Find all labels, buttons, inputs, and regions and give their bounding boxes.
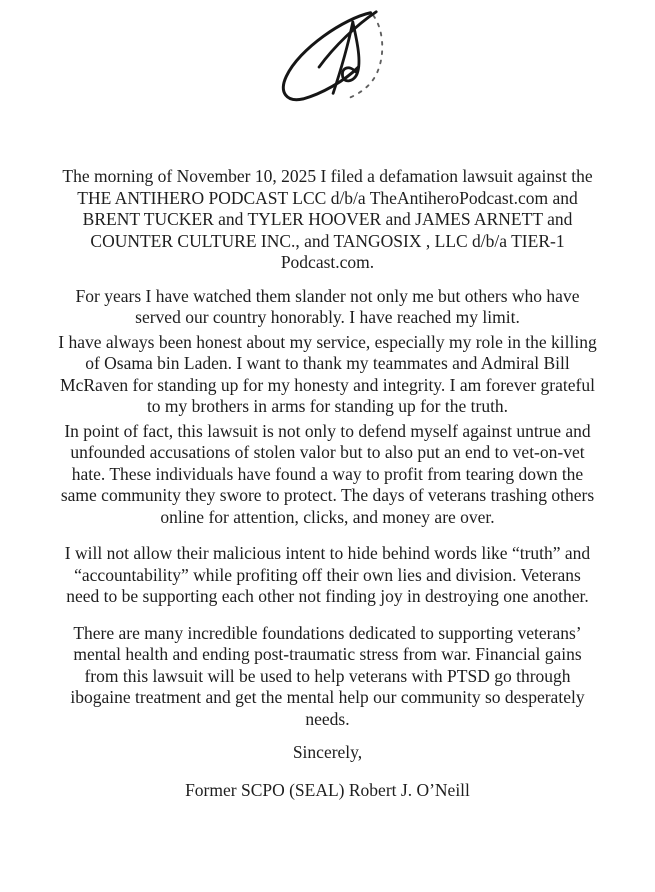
statement-paragraph-6: There are many incredible foundations dedicated to supporting veterans’ mental health and ending post-traumatic stress from war. Financial gains from this lawsuit will be used to help veterans with PTSD go through ibogaine treatment and get the mental help our community so desperately needs. [70, 622, 585, 729]
closing-salutation: Sincerely, [292, 742, 363, 762]
statement-paragraph-2: For years I have watched them slander not only me but others who have served our country honorably. I have reached my limit. [75, 285, 580, 327]
statement-paragraph-5: I will not allow their malicious intent to hide behind words like “truth” and “accountability” while profiting off their own lies and division. Veterans need to be supporting each other not finding joy in destroying one another. [64, 543, 591, 606]
statement-paragraph-1: The morning of November 10, 2025 I filed a defamation lawsuit against the THE ANTIHERO PODCAST LCC d/b/a TheAntiheroPodcast.com and BRENT TUCKER and TYLER HOOVER and JAMES ARNETT and COUNTER CULTURE INC., and TANGOSIX , LLC d/b/a TIER-1 Podcast.com. [62, 166, 593, 272]
statement-paragraph-3: I have always been honest about my service, especially my role in the killing of Osama bin Laden. I want to thank my teammates and Admiral Bill McRaven for standing up for my honesty and integrity. I am forever grateful to my brothers in arms for standing up for the truth. [58, 331, 597, 416]
signature-monogram-icon [260, 9, 395, 112]
statement-body [58, 166, 598, 801]
signature-name-line: Former SCPO (SEAL) Robert J. O’Neill [185, 779, 470, 800]
statement-paragraph-4: In point of fact, this lawsuit is not only to defend myself against untrue and unfounded accusations of stolen valor but to also put an end to vet-on-vet hate. These individuals have found a way to profit from tearing down the same community they swore to protect. The days of veterans trashing others online for attention, clicks, and money are over. [60, 420, 595, 527]
